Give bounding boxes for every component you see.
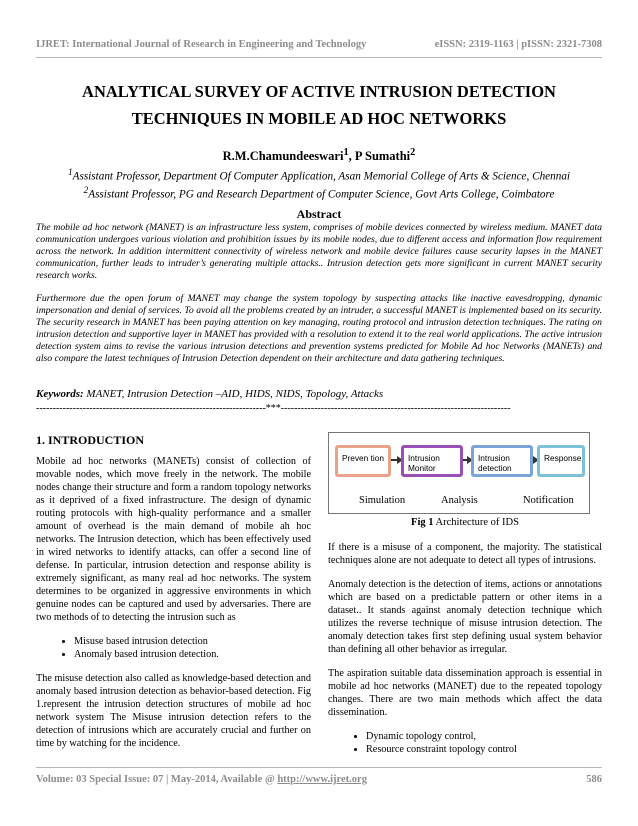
footer-volume <box>36 774 367 785</box>
figure-caption <box>328 517 602 528</box>
author-1: R.M.Chamundeeswari <box>222 149 344 164</box>
response-box: Response <box>537 445 585 477</box>
abstract-heading: Abstract <box>296 207 342 221</box>
right-column <box>328 541 602 767</box>
author-2: P Sumathi <box>354 149 411 164</box>
prevention-box: Preven tion <box>335 445 391 477</box>
title-line-1: ANALYTICAL SURVEY OF ACTIVE INTRUSION DETECTION <box>82 82 556 101</box>
affiliation-1 <box>36 166 602 184</box>
ids-architecture-figure <box>328 432 590 514</box>
keywords-text: MANET, Intrusion Detection –AID, HIDS, NIDS, Topology, Attacks <box>83 388 384 400</box>
list-item: • Anomaly based intrusion detection. <box>74 648 311 661</box>
running-header <box>36 39 602 50</box>
list-item: • Misuse based intrusion detection <box>74 635 311 648</box>
section-heading-introduction: 1. INTRODUCTION <box>36 433 145 447</box>
arrow-icon <box>533 459 535 461</box>
affiliation-2-text: Assistant Professor, PG and Research Department of Computer Science, Govt Arts College, Coimbatore <box>88 188 555 201</box>
page-number: 586 <box>586 774 602 785</box>
affiliation-1-text: Assistant Professor, Department Of Computer Application, Asan Memorial College of Arts & Science, Chennai <box>72 170 571 183</box>
label-notification: Notification <box>523 495 574 506</box>
figure-caption-label: Fig 1 <box>411 517 434 528</box>
author-2-sup: 2 <box>410 147 416 158</box>
footer-rule <box>36 767 602 768</box>
paper-title <box>36 78 602 132</box>
list-item: • Dynamic topology control, <box>366 730 602 743</box>
author-1-sup: 1 <box>343 147 349 158</box>
right-paragraph-2: Anomaly detection is the detection of items, actions or annotations which are based on a predictable pattern or other items in a dataset.. It stands against anomaly detection technique which utilizes the reverse technique of misuse intrusion detection. The anomaly detection takes first step defining usual system behavior than defining all other behavior as irregular. <box>328 579 602 655</box>
keywords <box>36 388 602 400</box>
authors <box>36 147 602 164</box>
left-column <box>36 434 311 761</box>
abstract-paragraph-1: The mobile ad hoc network (MANET) is an infrastructure less system, comprises of mobile devices connected by wireless medium. MANET data communication undergoes various violation and prohibition issues by its mobile nodes, due to different access and information flow requirement across the network. In addition intermittent connectivity of wireless network and mobile device failures cause security lapses in the MANET communication, further leads to intruder’s generating multiple attacks.. Intrusion detection gets more significant in current MANET security research works. <box>36 222 602 281</box>
intro-bullet-list <box>36 635 311 661</box>
title-line-2: TECHNIQUES IN MOBILE AD HOC NETWORKS <box>131 109 507 128</box>
arrow-icon <box>463 459 469 461</box>
abstract-paragraph-2: Furthermore due the open forum of MANET may change the system topology by suspecting attacks like inactive eavesdropping, dynamic impersonation and denial of services. To avoid all the problems created by an intruder, a successful MANET is implemented based on its security. The security research in MANET has been paying attention on key managing, routing protocol and intrusion detection techniques. The rating on intrusion detection and supportive layer in MANET has provided with a resolution to extend it to the real world applications. The active intrusion detection system aims to revise the various intrusion detections and prevention systems predicted for Mobile Ad hoc Networks (MANETs) and also compare the latest techniques of Intrusion Detection dependent on their architecture and data gathering techniques. <box>36 293 602 364</box>
figure-caption-text: Architecture of IDS <box>433 517 519 528</box>
abstract-body <box>36 222 602 376</box>
label-analysis: Analysis <box>441 495 478 506</box>
issn: eISSN: 2319-1163 | pISSN: 2321-7308 <box>434 39 602 50</box>
affiliation-1-sup: 1 <box>67 168 73 178</box>
section-separator: ---------------------------------------------------------------------***--------------------------------------------------------------------- <box>36 403 511 414</box>
intrusion-monitor-box: Intrusion Monitor <box>401 445 463 477</box>
right-bullet-list <box>328 730 602 756</box>
affiliation-2-sup: 2 <box>83 185 89 196</box>
arrow-icon <box>391 459 399 461</box>
running-footer <box>36 774 602 785</box>
right-paragraph-3: The aspiration suitable data dissemination approach is essential in mobile ad hoc networks (MANET) due to the repeated topology changes. There are two main methods which affect the data dissemination. <box>328 668 602 718</box>
affiliation-2 <box>36 184 602 202</box>
intro-paragraph-1: Mobile ad hoc networks (MANETs) consist of collection of movable nodes, which move freely in the network. The mobile nodes change their structure and form a random topology networks as it deprived of a fixed infrastructure. The design of dynamic routing protocols with high-quality performance and a smaller amount of overhead is the main demand of mobile ah hoc networks. The Intrusion detection, which has been effectively used in wired networks to identify attacks, can offer a second line of defense. In particular, intrusion detection and response ability is extremely significant, as many real ad hoc networks. The system determines to be organized in aggressive environments in which genuine nodes can be captured and used by adversaries. There are two methods of to detecting the intrusion such as <box>36 456 311 623</box>
right-paragraph-1: If there is a misuse of a component, the majority. The statistical techniques alone are not adequate to detect all types of intrusions. <box>328 542 602 566</box>
list-item: • Resource constraint topology control <box>366 743 602 756</box>
keywords-label: Keywords: <box>36 388 84 400</box>
journal-link[interactable]: http://www.ijret.org <box>277 774 367 785</box>
intrusion-detection-box: Intrusion detection <box>471 445 533 477</box>
author-sep: , <box>348 149 355 164</box>
header-rule <box>36 57 602 58</box>
footer-volume-text: Volume: 03 Special Issue: 07 | May-2014, Available @ <box>36 774 278 785</box>
journal-name: IJRET: International Journal of Research in Engineering and Technology <box>36 39 367 50</box>
label-simulation: Simulation <box>359 495 406 506</box>
intro-paragraph-2: The misuse detection also called as knowledge-based detection and anomaly based intrusion detection as behavior-based detection. Fig 1.represent the intrusion detection structures of mobile ad hoc network system The Misuse intrusion detection refers to the detection of intrusions which are accurately crucial and further on time by watching for the incidence. <box>36 673 311 749</box>
affiliations <box>36 166 602 201</box>
